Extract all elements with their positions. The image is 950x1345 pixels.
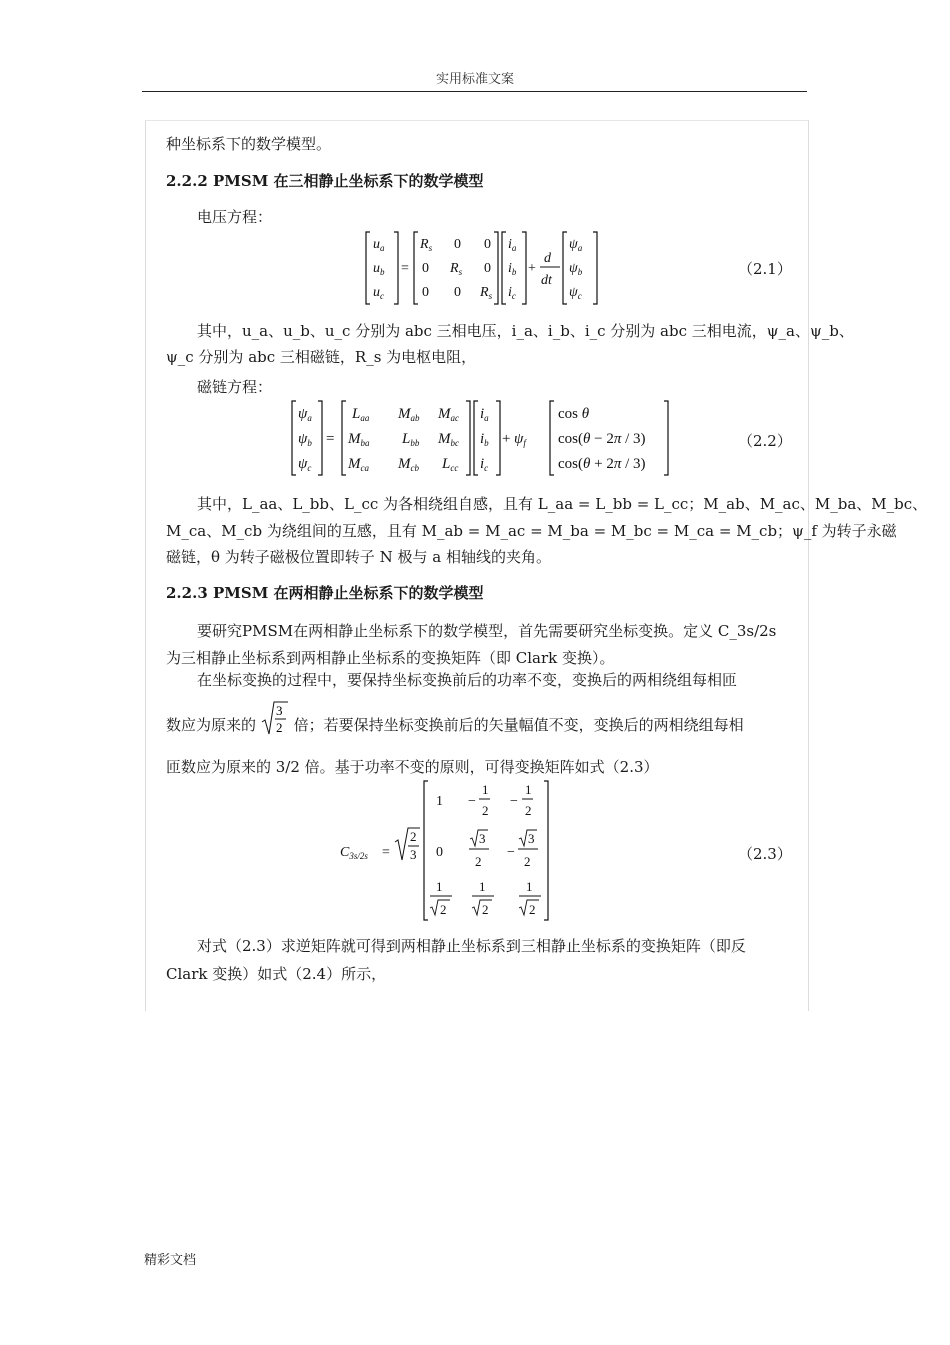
flux-label: 磁链方程： [197, 378, 273, 396]
eq3-coef-den: 3 [410, 847, 417, 862]
eq3-m32-num: 1 [479, 879, 486, 894]
eq2-l21: $M_{ba}$ [348, 431, 370, 448]
eq1-psi-c: $\psi_c$ [569, 285, 582, 301]
eq3-m33-den: 2 [529, 902, 536, 917]
eq1-r12: 0 [454, 237, 461, 252]
eq3-m23-num: 3 [528, 831, 535, 846]
voltage-label: 电压方程： [197, 208, 273, 226]
eq2-l22: $L_{bb}$ [402, 431, 420, 448]
eq1-r32: 0 [454, 285, 461, 300]
eq1-equals: = [401, 261, 409, 276]
eq1-r11: $R_s$ [420, 237, 433, 253]
eq2-cos-3: cos(θ + 2π / 3) [558, 456, 646, 472]
voltage-explanation-2: ψ_c 分别为 abc 三相磁链，R_s 为电枢电阻， [166, 348, 477, 366]
eq2-cos-1: cos θ [558, 406, 590, 422]
eq1-r33: $R_s$ [480, 285, 493, 301]
eq2-l33: $L_{cc}$ [442, 456, 459, 473]
eq1-u-c: $u_c$ [373, 285, 384, 301]
eq2-psi-c: $\psi_c$ [298, 456, 312, 473]
eq3-m12-den: 2 [482, 803, 489, 818]
eq1-u-a: $u_a$ [373, 237, 385, 253]
clark-paragraph-2-line-3: 匝数应为原来的 3/2 倍。基于功率不变的原则，可得变换矩阵如式（2.3） [166, 758, 659, 776]
eq2-cos-2: cos(θ − 2π / 3) [558, 431, 646, 447]
eq1-i-a: $i_a$ [508, 237, 517, 253]
eq3-m13-minus: − [510, 794, 518, 809]
eq1-dt: dt [541, 273, 552, 288]
intro-tail: 种坐标系下的数学模型。 [166, 135, 332, 153]
clark-paragraph-1-line-2: 为三相静止坐标系到两相静止坐标系的变换矩阵（即 Clark 变换）。 [166, 649, 615, 667]
svg-text:2: 2 [275, 720, 283, 735]
eq2-psi-f: $\psi_f$ [514, 431, 526, 448]
eq1-r31: 0 [422, 285, 429, 300]
eq3-m23-den: 2 [524, 854, 531, 869]
eq3-m22-num: 3 [479, 831, 486, 846]
eq1-psi-b: $\psi_b$ [569, 261, 583, 277]
equation-2-1 [360, 228, 610, 308]
eq1-u-b: $u_b$ [373, 261, 385, 277]
eq2-i-a: $i_a$ [480, 406, 489, 423]
equation-2-3 [338, 778, 558, 924]
eq3-coef-num: 2 [410, 829, 417, 844]
eq1-i-b: $i_b$ [508, 261, 517, 277]
inverse-paragraph-line-2: Clark 变换）如式（2.4）所示， [166, 965, 387, 983]
eq1-psi-a: $\psi_a$ [569, 237, 583, 253]
clark-paragraph-2-line-2 [166, 703, 744, 738]
eq2-equals: = [326, 431, 335, 447]
equation-2-2 [286, 398, 678, 478]
eq3-m33-num: 1 [526, 879, 533, 894]
eq2-l12: $M_{ab}$ [398, 406, 420, 423]
clark-line-2-part-a: 数应为原来的 [166, 716, 257, 734]
eq1-d: d [544, 251, 551, 266]
eq3-m11: 1 [436, 794, 443, 809]
equation-number-2-1: （2.1） [738, 260, 792, 278]
eq3-m31-den: 2 [440, 902, 447, 917]
eq1-plus: + [528, 261, 536, 276]
eq3-m21: 0 [436, 845, 443, 860]
eq2-l32: $M_{cb}$ [398, 456, 419, 473]
eq3-lhs: $C_{3s/2s}$ [340, 845, 368, 861]
page-header: 实用标准文案 [435, 72, 514, 87]
eq2-l23: $M_{bc}$ [438, 431, 459, 448]
equation-number-2-2: （2.2） [738, 432, 792, 450]
eq3-m23-minus: − [507, 845, 515, 860]
sqrt-three-halves [261, 700, 289, 738]
voltage-explanation-1: 其中，u_a、u_b、u_c 分别为 abc 三相电压，i_a、i_b、i_c 分别为 abc 三相电流，ψ_a、ψ_b、 [197, 322, 854, 340]
eq2-plus: + [502, 431, 511, 447]
eq1-r21: 0 [422, 261, 429, 276]
inverse-paragraph-line-1: 对式（2.3）求逆矩阵就可得到两相静止坐标系到三相静止坐标系的变换矩阵（即反 [197, 937, 746, 955]
eq2-l31: $M_{ca}$ [348, 456, 369, 473]
eq2-psi-a: $\psi_a$ [298, 406, 312, 423]
clark-line-2-part-b: 倍；若要保持坐标变换前后的矢量幅值不变，变换后的两相绕组每相 [293, 716, 744, 734]
section-heading-2-2-2: 2.2.2 PMSM 在三相静止坐标系下的数学模型 [166, 172, 484, 190]
eq1-r13: 0 [484, 237, 491, 252]
eq3-m31-num: 1 [436, 879, 443, 894]
eq2-i-b: $i_b$ [480, 431, 489, 448]
eq3-m12-num: 1 [482, 782, 489, 797]
eq2-psi-b: $\psi_b$ [298, 431, 312, 448]
flux-explanation-2: M_ca、M_cb 为绕组间的互感，且有 M_ab = M_ac = M_ba = M_bc = M_ca = M_cb；ψ_f 为转子永磁 [166, 522, 897, 540]
eq1-i-c: $i_c$ [508, 285, 516, 301]
eq2-l13: $M_{ac}$ [438, 406, 459, 423]
flux-explanation-1: 其中，L_aa、L_bb、L_cc 为各相绕组自感，且有 L_aa = L_bb = L_cc；M_ab、M_ac、M_ba、M_bc、 [197, 495, 928, 513]
eq3-m22-den: 2 [475, 854, 482, 869]
equation-number-2-3: （2.3） [738, 845, 792, 863]
eq3-m13-den: 2 [525, 803, 532, 818]
clark-paragraph-2-line-1: 在坐标变换的过程中，要保持坐标变换前后的功率不变，变换后的两相绕组每相匝 [197, 671, 738, 689]
svg-text:3: 3 [275, 703, 283, 718]
flux-explanation-3: 磁链，θ 为转子磁极位置即转子 N 极与 a 相轴线的夹角。 [166, 548, 551, 566]
clark-paragraph-1-line-1: 要研究PMSM在两相静止坐标系下的数学模型，首先需要研究坐标变换。定义 C_3s/2s [197, 622, 777, 640]
eq3-m32-den: 2 [482, 902, 489, 917]
eq3-m12-minus: − [468, 794, 476, 809]
eq2-l11: $L_{aa}$ [352, 406, 370, 423]
section-heading-2-2-3: 2.2.3 PMSM 在两相静止坐标系下的数学模型 [166, 584, 484, 602]
eq1-r23: 0 [484, 261, 491, 276]
page-footer: 精彩文档 [144, 1253, 197, 1268]
header-rule [142, 91, 807, 92]
eq2-i-c: $i_c$ [480, 456, 489, 473]
eq1-r22: $R_s$ [450, 261, 463, 277]
eq3-m13-num: 1 [525, 782, 532, 797]
eq3-equals: = [382, 845, 390, 860]
